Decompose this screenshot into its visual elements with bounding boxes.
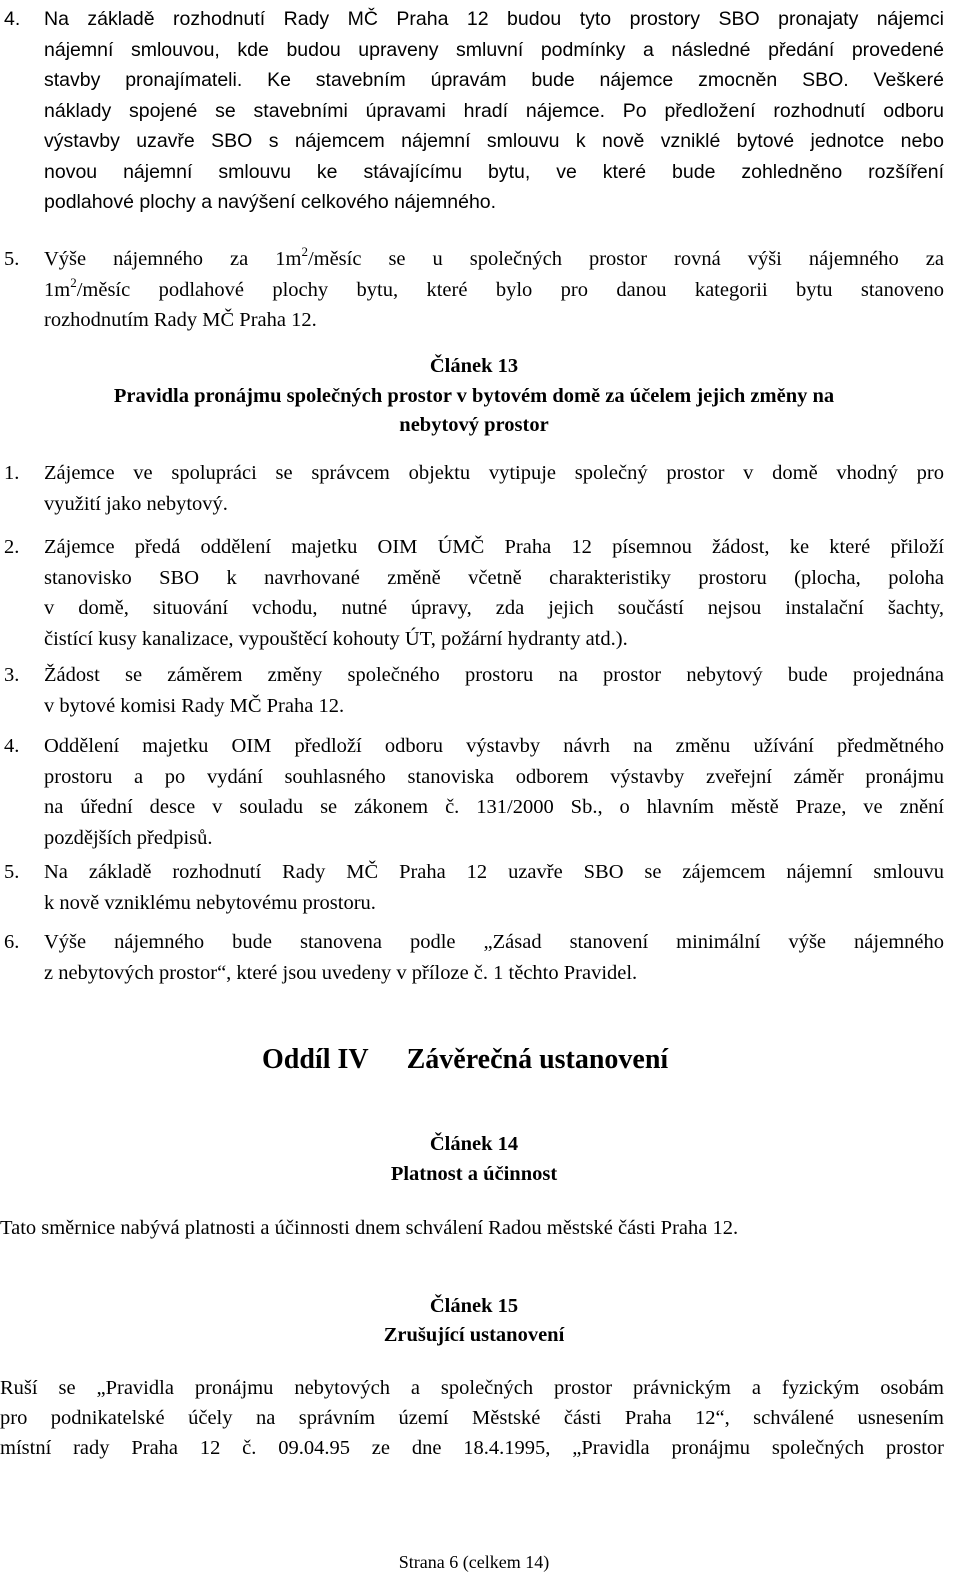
text-line: Zájemce ve spolupráci se správcem objektu vytipuje společný prostor v domě vhodný pro bbox=[44, 462, 944, 484]
text-line: stavby pronajímateli. Ke stavebním úpravám bude nájemce zmocněn SBO. Veškeré bbox=[44, 69, 944, 91]
list-item bbox=[4, 458, 944, 519]
list-item bbox=[4, 4, 944, 218]
item-number: 1. bbox=[4, 462, 20, 484]
item-number: 4. bbox=[4, 8, 21, 30]
article-heading: Článek 13 bbox=[429, 355, 519, 377]
text-line: podlahové plochy a navýšení celkového nájemného. bbox=[44, 191, 497, 213]
list-item bbox=[4, 857, 944, 918]
text-line: Výše nájemného bude stanovena podle „Zásad stanovení minimální výše nájemného bbox=[44, 931, 944, 953]
text-line: Zájemce předá oddělení majetku OIM ÚMČ Praha 12 písemnou žádost, ke které přiloží bbox=[44, 536, 944, 558]
text-line: na úřední desce v souladu se zákonem č. 131/2000 Sb., o hlavním městě Praze, ve znění bbox=[44, 796, 944, 818]
item-number: 6. bbox=[4, 931, 20, 953]
text-line: nájemní smlouvou, kde budou upraveny smluvní podmínky a následné předání provedené bbox=[44, 38, 944, 61]
text-line: novou nájemní smlouvu ke stávajícímu bytu, ve které bude zohledněno rozšíření bbox=[44, 160, 944, 183]
text-line: pro podnikatelské účely na správním území Městské části Praha 12“, schválené usnesením bbox=[0, 1407, 944, 1429]
item-number: 5. bbox=[4, 248, 20, 270]
text-line: stanovisko SBO k navrhované změně včetně charakteristiky prostoru (plocha, poloha bbox=[44, 566, 944, 589]
item-number: 2. bbox=[4, 536, 20, 558]
section-heading bbox=[262, 1044, 668, 1076]
text-line: výstavby uzavře SBO s nájemcem nájemní smlouvu k nově vzniklé bytové jednotce nebo bbox=[44, 130, 944, 152]
list-item bbox=[4, 927, 944, 988]
text-line: v domě, situování vchodu, nutné úpravy, zda jejich součástí nejsou instalační šachty, bbox=[44, 597, 944, 619]
text-line: místní rady Praha 12 č. 09.04.95 ze dne 18.4.1995, „Pravidla pronájmu společných prostor bbox=[0, 1437, 944, 1459]
text-line: $1m^2$/měsíc podlahové plochy bytu, které bylo pro danou kategorii bytu stanoveno bbox=[44, 274, 944, 301]
item-number: 4. bbox=[4, 735, 20, 757]
section-label: Oddíl IV bbox=[262, 1044, 369, 1075]
text-line: prostoru a po vydání souhlasného stanoviska odborem výstavby zveřejní záměr pronájmu bbox=[44, 765, 944, 788]
text-line: Oddělení majetku OIM předloží odboru výstavby návrh na změnu užívání předmětného bbox=[44, 735, 944, 757]
text-line: pozdějších předpisů. bbox=[44, 826, 213, 849]
article-title: Pravidla pronájmu společných prostor v bytovém domě za účelem jejich změny na bbox=[113, 385, 835, 407]
list-item bbox=[4, 532, 944, 654]
item-number: 3. bbox=[4, 664, 20, 686]
text-line: náklady spojené se stavebními úpravami hradí nájemce. Po předložení rozhodnutí odboru bbox=[44, 99, 944, 122]
section-title: Závěrečná ustanovení bbox=[406, 1044, 669, 1075]
article-heading: Článek 14 bbox=[429, 1133, 519, 1155]
paragraph: Tato směrnice nabývá platnosti a účinnosti dnem schválení Radou městské části Praha 12. bbox=[0, 1217, 739, 1239]
article-title: Zrušující ustanovení bbox=[383, 1324, 565, 1346]
text-line: Na základě rozhodnutí Rady MČ Praha 12 budou tyto prostory SBO pronajaty nájemci bbox=[44, 8, 944, 30]
text-line: z nebytových prostor“, které jsou uvedeny v příloze č. 1 těchto Pravidel. bbox=[44, 961, 638, 984]
text-line: využití jako nebytový. bbox=[44, 492, 228, 515]
text-line: v bytové komisi Rady MČ Praha 12. bbox=[44, 694, 345, 717]
list-item bbox=[4, 660, 944, 721]
text-line: Na základě rozhodnutí Rady MČ Praha 12 uzavře SBO se zájemcem nájemní smlouvu bbox=[44, 861, 944, 883]
list-item bbox=[4, 244, 944, 336]
paragraph bbox=[0, 1373, 944, 1463]
text-line: čistící kusy kanalizace, vypouštěcí kohouty ÚT, požární hydranty atd.). bbox=[44, 627, 628, 650]
text-line: k nově vzniklému nebytovému prostoru. bbox=[44, 891, 376, 914]
text-line: Výše nájemného za $1m^2$/měsíc se u společných prostor rovná výši nájemného za bbox=[44, 244, 944, 270]
article-title: Platnost a účinnost bbox=[390, 1163, 558, 1185]
page-footer: Strana 6 (celkem 14) bbox=[398, 1552, 550, 1572]
list-item bbox=[4, 731, 944, 853]
article-title: nebytový prostor bbox=[399, 414, 549, 436]
article-heading: Článek 15 bbox=[429, 1295, 519, 1317]
text-line: Žádost se záměrem změny společného prostoru na prostor nebytový bude projednána bbox=[44, 664, 944, 686]
text-line: rozhodnutím Rady MČ Praha 12. bbox=[44, 309, 317, 331]
item-number: 5. bbox=[4, 861, 20, 883]
text-line: Ruší se „Pravidla pronájmu nebytových a společných prostor právnickým a fyzickým osobám bbox=[0, 1377, 944, 1399]
